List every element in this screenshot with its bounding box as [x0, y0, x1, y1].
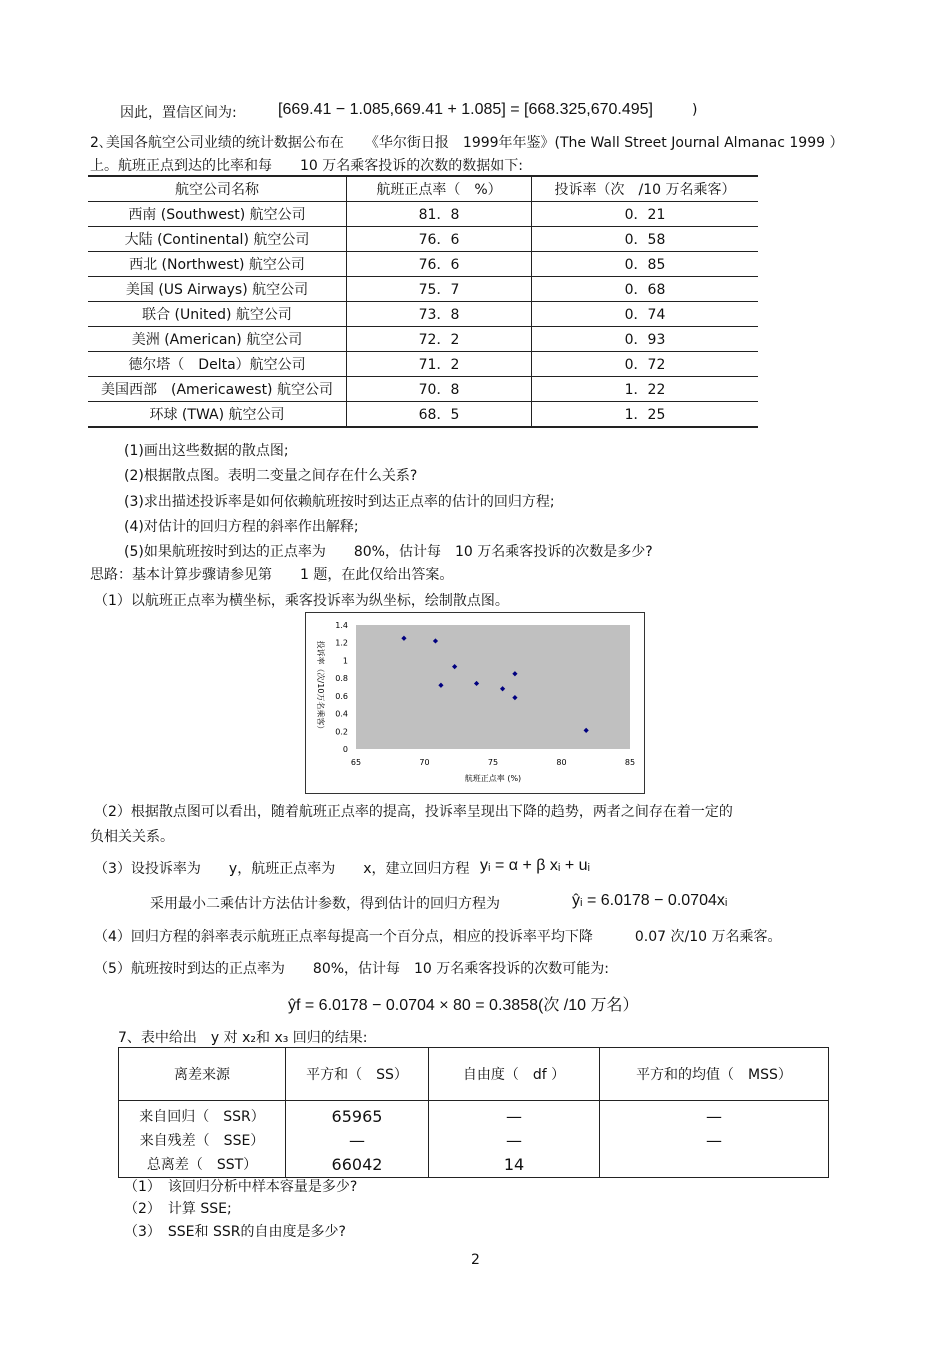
complaint-rate: 0．21 — [532, 202, 759, 227]
complaint-rate: 0．74 — [532, 302, 759, 327]
header-source: 离差来源 — [119, 1048, 286, 1101]
complaint-rate: 1．22 — [532, 377, 759, 402]
table-row — [88, 227, 758, 252]
confidence-formula: [669.41 − 1.085,669.41 + 1.085] = [668.325,670.495] — [278, 101, 653, 118]
ontime-rate: 68．5 — [347, 402, 532, 428]
x-tick-label: 70 — [419, 758, 430, 767]
prediction-formula: ŷf = 6.0178 − 0.0704 × 80 = 0.3858(次 /10 万名） — [288, 997, 639, 1014]
label-ssr: 来自回归（ SSR） — [139, 1109, 265, 1125]
ontime-rate: 76．6 — [347, 227, 532, 252]
df-sst: 14 — [503, 1155, 525, 1174]
question-3: (3)求出描述投诉率是如何依赖航班按时到达正点率的估计的回归方程; — [124, 494, 555, 510]
q7-question-3: （3） SSE和 SSR的自由度是多少? — [124, 1224, 346, 1240]
header-complaints: 投诉率（次 /10 万名乘客） — [532, 176, 759, 202]
confidence-prefix: 因此，置信区间为: — [120, 105, 237, 121]
y-tick-label: 0 — [342, 745, 348, 754]
ontime-rate: 76．6 — [347, 252, 532, 277]
page-number: 2 — [471, 1252, 480, 1268]
x-tick-label: 80 — [556, 758, 567, 767]
ss-ssr: 65965 — [331, 1107, 383, 1126]
estimated-equation: ŷᵢ = 6.0178 − 0.0704xᵢ — [572, 892, 728, 909]
x-tick-label: 65 — [350, 758, 362, 767]
table-header-row — [88, 176, 758, 202]
airline-name: 西南 (Southwest) 航空公司 — [88, 202, 347, 227]
header-ontime: 航班正点率（ %） — [347, 176, 532, 202]
complaint-rate: 0．93 — [532, 327, 759, 352]
airline-name: 美国西部 (Americawest) 航空公司 — [88, 377, 347, 402]
complaint-rate: 0．58 — [532, 227, 759, 252]
ontime-rate: 72．2 — [347, 327, 532, 352]
y-axis-label: 投诉率（次/10万名乘客） — [316, 640, 325, 734]
label-sse: 来自残差（ SSE） — [139, 1133, 265, 1149]
hint-text: 思路：基本计算步骤请参见第 1 题，在此仅给出答案。 — [90, 567, 454, 583]
airline-name: 美国 (US Airways) 航空公司 — [88, 277, 347, 302]
answer-5-text: （5）航班按时到达的正点率为 80%，估计每 10 万名乘客投诉的次数可能为: — [94, 961, 610, 977]
answer-2-line1: （2）根据散点图可以看出，随着航班正点率的提高，投诉率呈现出下降的趋势，两者之间存在着一定的 — [94, 804, 733, 820]
q7-intro: 7、表中给出 y 对 x₂和 x₃ 回归的结果: — [118, 1030, 368, 1046]
df-ssr: — — [506, 1107, 522, 1126]
x-axis-label: 航班正点率 (%) — [464, 774, 522, 783]
ss-sst: 66042 — [331, 1155, 383, 1174]
anova-body-row — [119, 1101, 829, 1178]
estimation-text: 采用最小二乘估计方法估计参数，得到估计的回归方程为 — [150, 896, 500, 912]
complaint-rate: 1．25 — [532, 402, 759, 428]
ontime-rate: 73．8 — [347, 302, 532, 327]
complaint-rate: 0．85 — [532, 252, 759, 277]
table-row — [88, 402, 758, 428]
airline-name: 美洲 (American) 航空公司 — [88, 327, 347, 352]
anova-header-row — [119, 1048, 829, 1101]
header-df: 自由度（ df ） — [429, 1048, 600, 1101]
airline-name: 联合 (United) 航空公司 — [88, 302, 347, 327]
y-tick-label: 0.8 — [335, 674, 348, 684]
header-airline: 航空公司名称 — [88, 176, 347, 202]
ontime-rate: 71．2 — [347, 352, 532, 377]
label-sst: 总离差（ SST） — [146, 1157, 258, 1173]
ss-sse: — — [349, 1131, 365, 1150]
table-row — [88, 277, 758, 302]
table-row — [88, 352, 758, 377]
y-tick-label: 0.2 — [335, 727, 348, 737]
airline-name: 大陆 (Continental) 航空公司 — [88, 227, 347, 252]
x-tick-label: 75 — [487, 758, 499, 767]
df-sse: — — [506, 1131, 522, 1150]
table-row — [88, 302, 758, 327]
scatter-chart — [306, 613, 644, 793]
complaint-rate: 0．68 — [532, 277, 759, 302]
question-5: (5)如果航班按时到达的正点率为 80%，估计每 10 万名乘客投诉的次数是多少? — [124, 544, 653, 560]
question-1: (1)画出这些数据的散点图; — [124, 443, 289, 459]
table-row — [88, 202, 758, 227]
scatter-chart-frame — [305, 612, 645, 794]
ontime-rate: 75．7 — [347, 277, 532, 302]
q7-question-1: （1） 该回归分析中样本容量是多少? — [124, 1179, 358, 1195]
mss-sse: — — [706, 1131, 722, 1150]
header-mss: 平方和的均值（ MSS） — [600, 1048, 829, 1101]
answer-1: （1）以航班正点率为横坐标，乘客投诉率为纵坐标，绘制散点图。 — [94, 593, 509, 609]
answer-2-line2: 负相关关系。 — [90, 829, 174, 845]
complaint-rate: 0．72 — [532, 352, 759, 377]
question-2: (2)根据散点图。表明二变量之间存在什么关系? — [124, 468, 418, 484]
y-tick-label: 1 — [342, 656, 348, 666]
airline-name: 环球 (TWA) 航空公司 — [88, 402, 347, 428]
table-row — [88, 327, 758, 352]
anova-table — [118, 1047, 829, 1178]
airline-table — [88, 175, 758, 428]
answer-3-text: （3）设投诉率为 y，航班正点率为 x，建立回归方程 — [94, 861, 470, 877]
confidence-suffix: ) — [692, 102, 698, 118]
plot-area — [356, 625, 630, 749]
table-row — [88, 252, 758, 277]
y-tick-label: 0.6 — [335, 691, 348, 701]
q2-intro-line1: 2､美国各航空公司业绩的统计数据公布在 《华尔街日报 1999年年鉴》(The Wall Street Journal Almanac 1999 ） — [90, 135, 844, 151]
q2-intro-line2: 上。航班正点到达的比率和每 10 万名乘客投诉的次数的数据如下: — [90, 158, 523, 174]
table-row — [88, 377, 758, 402]
question-4: (4)对估计的回归方程的斜率作出解释; — [124, 519, 359, 535]
y-tick-label: 0.4 — [335, 709, 348, 719]
airline-name: 西北 (Northwest) 航空公司 — [88, 252, 347, 277]
header-ss: 平方和（ SS） — [286, 1048, 429, 1101]
y-tick-label: 1.4 — [335, 621, 348, 630]
ontime-rate: 81．8 — [347, 202, 532, 227]
x-tick-label: 85 — [624, 758, 636, 767]
regression-model: yᵢ = α + β xᵢ + uᵢ — [480, 857, 591, 874]
y-tick-label: 1.2 — [335, 638, 348, 648]
mss-ssr: — — [706, 1107, 722, 1126]
ontime-rate: 70．8 — [347, 377, 532, 402]
q7-question-2: （2） 计算 SSE; — [124, 1201, 232, 1217]
airline-name: 德尔塔（ Delta）航空公司 — [88, 352, 347, 377]
answer-4: （4）回归方程的斜率表示航班正点率每提高一个百分点，相应的投诉率平均下降 0.07 次/10 万名乘客。 — [94, 929, 782, 945]
